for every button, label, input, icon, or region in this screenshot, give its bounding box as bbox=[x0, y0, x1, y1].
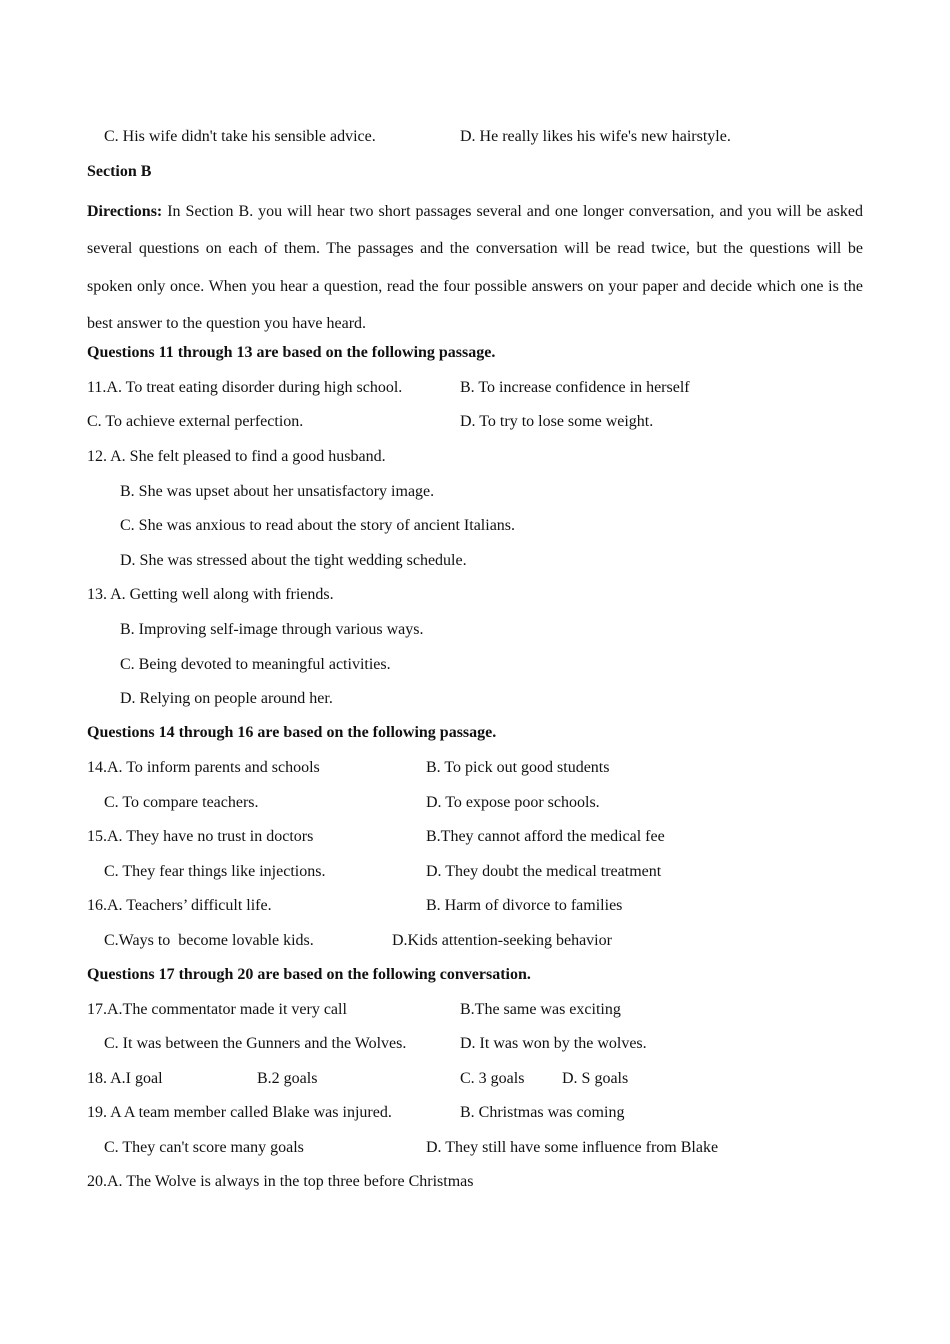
q16-option-a: 16.A. Teachers’ difficult life. bbox=[87, 897, 272, 914]
q18-option-d: D. S goals bbox=[562, 1070, 629, 1087]
q14-option-a: 14.A. To inform parents and schools bbox=[87, 759, 320, 776]
q11-option-b: B. To increase confidence in herself bbox=[460, 379, 690, 396]
q13-option-a: 13. A. Getting well along with friends. bbox=[87, 586, 334, 603]
directions-label: Directions: bbox=[87, 203, 163, 220]
q11-option-a: 11.A. To treat eating disorder during high school. bbox=[87, 379, 403, 396]
q18-option-a: 18. A.I goal bbox=[87, 1070, 163, 1087]
q16-option-d: D.Kids attention-seeking behavior bbox=[392, 932, 612, 949]
q15-option-c: C. They fear things like injections. bbox=[104, 863, 326, 880]
group-1-heading: Questions 11 through 13 are based on the following passage. bbox=[87, 344, 496, 361]
q13-option-d: D. Relying on people around her. bbox=[120, 690, 333, 707]
q18-option-b: B.2 goals bbox=[257, 1070, 318, 1087]
q15-option-b: B.They cannot afford the medical fee bbox=[426, 828, 665, 845]
q12-option-a: 12. A. She felt pleased to find a good husband. bbox=[87, 448, 386, 465]
q14-option-b: B. To pick out good students bbox=[426, 759, 610, 776]
q19-option-a: 19. A A team member called Blake was injured. bbox=[87, 1104, 392, 1121]
directions-text: In Section B. you will hear two short passages several and one longer conversation, and you will be asked several questions on each of them. The passages and the conversation will be read twice, but the questions will be spoken only once. When you hear a question, read the four possible answers on your paper and decide which one is the best answer to the question you have heard. bbox=[87, 203, 863, 332]
q17-option-d: D. It was won by the wolves. bbox=[460, 1035, 647, 1052]
q19-option-d: D. They still have some influence from Blake bbox=[426, 1139, 719, 1156]
q17-option-b: B.The same was exciting bbox=[460, 1001, 621, 1018]
q19-option-c: C. They can't score many goals bbox=[104, 1139, 304, 1156]
group-2-heading: Questions 14 through 16 are based on the following passage. bbox=[87, 724, 497, 741]
q11-option-d: D. To try to lose some weight. bbox=[460, 413, 654, 430]
q14-option-c: C. To compare teachers. bbox=[104, 794, 259, 811]
q12-option-b: B. She was upset about her unsatisfactory image. bbox=[120, 483, 435, 500]
section-b-directions bbox=[87, 193, 863, 342]
q10-option-d: D. He really likes his wife's new hairstyle. bbox=[460, 128, 731, 145]
q18-option-c: C. 3 goals bbox=[460, 1070, 525, 1087]
q13-option-b: B. Improving self-image through various ways. bbox=[120, 621, 424, 638]
q20-option-a: 20.A. The Wolve is always in the top three before Christmas bbox=[87, 1173, 474, 1190]
section-b-title: Section B bbox=[87, 163, 152, 180]
q10-option-c: C. His wife didn't take his sensible advice. bbox=[104, 128, 376, 145]
group-3-heading: Questions 17 through 20 are based on the following conversation. bbox=[87, 966, 531, 983]
q13-option-c: C. Being devoted to meaningful activities. bbox=[120, 656, 391, 673]
q19-option-b: B. Christmas was coming bbox=[460, 1104, 625, 1121]
q12-option-d: D. She was stressed about the tight wedding schedule. bbox=[120, 552, 467, 569]
q17-option-a: 17.A.The commentator made it very call bbox=[87, 1001, 347, 1018]
q16-option-b: B. Harm of divorce to families bbox=[426, 897, 623, 914]
q14-option-d: D. To expose poor schools. bbox=[426, 794, 600, 811]
q11-option-c: C. To achieve external perfection. bbox=[87, 413, 304, 430]
q15-option-d: D. They doubt the medical treatment bbox=[426, 863, 662, 880]
q15-option-a: 15.A. They have no trust in doctors bbox=[87, 828, 314, 845]
q16-option-c: C.Ways to become lovable kids. bbox=[104, 932, 314, 949]
q12-option-c: C. She was anxious to read about the story of ancient Italians. bbox=[120, 517, 516, 534]
q17-option-c: C. It was between the Gunners and the Wolves. bbox=[104, 1035, 407, 1052]
